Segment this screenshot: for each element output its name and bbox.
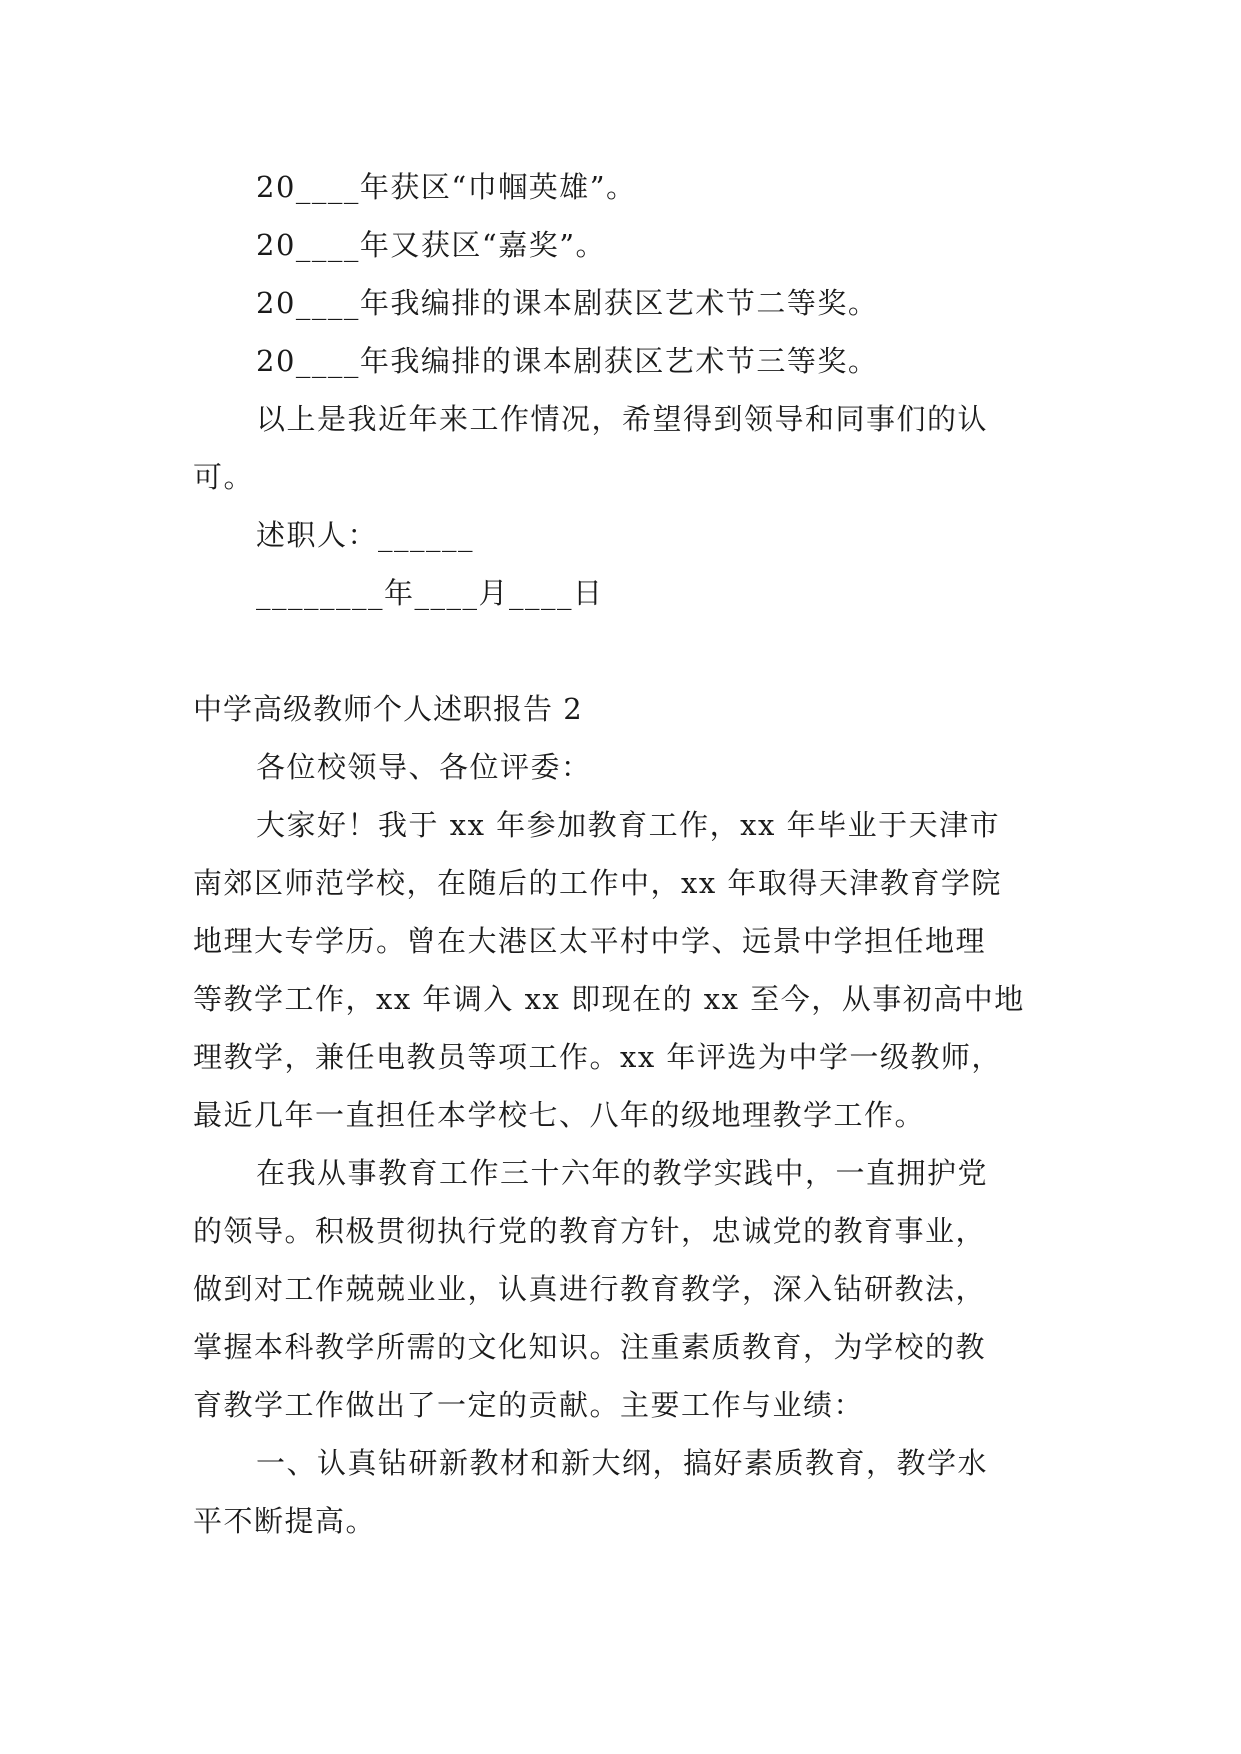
paragraph-line: 一、认真钻研新教材和新大纲，搞好素质教育，教学水 [256,1446,989,1480]
award-line-2: 20____年又获区“嘉奖”。 [256,228,607,262]
closing-line-1: 以上是我近年来工作情况，希望得到领导和同事们的认 [256,402,989,436]
paragraph-line: 育教学工作做出了一定的贡献。主要工作与业绩： [193,1388,865,1422]
paragraph-line: 理教学，兼任电教员等项工作。xx 年评选为中学一级教师， [193,1040,1002,1074]
paragraph-line: 最近几年一直担任本学校七、八年的级地理教学工作。 [193,1098,926,1132]
section-gap [193,622,1055,680]
salutation: 各位校领导、各位评委： [256,750,592,784]
paragraph-line: 平不断提高。 [193,1504,377,1538]
closing-line-2: 可。 [193,460,255,494]
document-page [193,158,1055,1550]
signature-date: ________年____月____日 [256,576,604,610]
paragraph-line: 在我从事教育工作三十六年的教学实践中，一直拥护党 [256,1156,989,1190]
award-line-1: 20____年获区“巾帼英雄”。 [256,170,637,204]
paragraph-line: 南郊区师范学校，在随后的工作中，xx 年取得天津教育学院 [193,866,1002,900]
paragraph-section-one [193,1434,1055,1550]
paragraph-introduction [193,796,1055,1144]
signature-reporter: 述职人：______ [256,518,475,552]
award-line-4: 20____年我编排的课本剧获区艺术节三等奖。 [256,344,879,378]
report-title: 中学高级教师个人述职报告 2 [193,692,583,726]
paragraph-line: 做到对工作兢兢业业，认真进行教育教学，深入钻研教法， [193,1272,987,1306]
paragraph-line: 掌握本科教学所需的文化知识。注重素质教育，为学校的教 [193,1330,987,1364]
award-line-3: 20____年我编排的课本剧获区艺术节二等奖。 [256,286,879,320]
paragraph-practice [193,1144,1055,1434]
paragraph-line: 地理大专学历。曾在大港区太平村中学、远景中学担任地理 [193,924,987,958]
paragraph-line: 的领导。积极贯彻执行党的教育方针，忠诚党的教育事业， [193,1214,987,1248]
paragraph-line: 等教学工作，xx 年调入 xx 即现在的 xx 至今，从事初高中地 [193,982,1025,1016]
paragraph-line: 大家好！我于 xx 年参加教育工作，xx 年毕业于天津市 [256,808,1001,842]
